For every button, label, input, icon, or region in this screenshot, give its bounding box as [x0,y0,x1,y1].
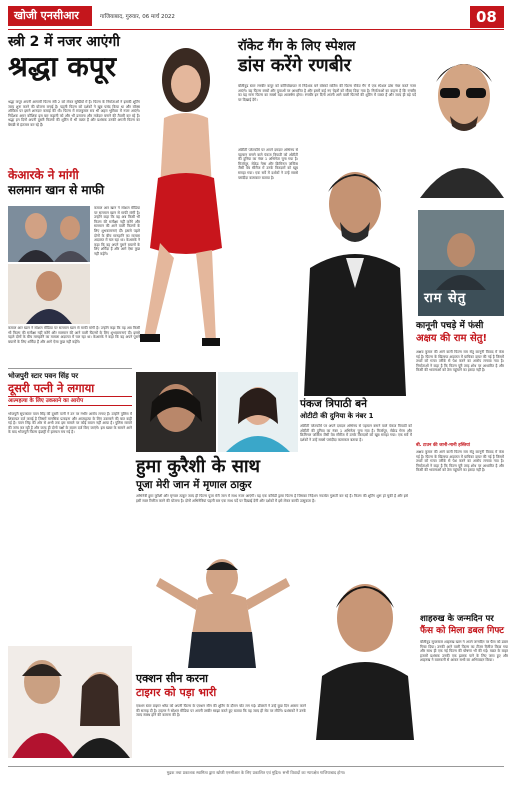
srk-body: बॉलीवुड सुपरस्टार शाहरुख खान ने अपने जन्मदिन पर फैंस को डबल गिफ्ट दिया। उनकी आने वाली फिल्म का टीजर रिलीज किया गया और साथ ही एक नई फिल्म की घोषणा भी की गई। मन्नत के बाहर हजारों प्रशंसक उनकी एक झलक पाने के लिए जमा हुए और शाहरुख ने बालकनी से आकर सभी का अभिवादन किया। [420,640,508,663]
krk-body: कमाल आर खान ने सोशल मीडिया पर सलमान खान से माफी मांगी है। उन्होंने कहा कि वह अब किसी भी फिल्म की समीक्षा नहीं करेंगे और सलमान की आने वाली फिल्मों के लिए शुभकामनाएं दीं। इससे पहले दोनों के बीच मानहानि का मामला अदालत में चल रहा था। केआरके ने कहा कि वह अपने पुराने बयानों के लिए शर्मिंदा हैं और आगे ऐसा कुछ नहीं कहेंगे। [94,206,140,256]
ramsetu-body-continued: अक्षय कुमार की आने वाली फिल्म राम सेतु कानूनी विवाद में फंस गई है। फिल्म के खिलाफ अदालत में याचिका दायर की गई है जिसमें तथ्यों को गलत तरीके से पेश करने का आरोप लगाया गया है। निर्माताओं ने कहा है कि फिल्म पूरी तरह शोध पर आधारित है और किसी की भावनाओं को ठेस पहुंचाने का इरादा नहीं है। [416,450,504,473]
krk-headline-line1: केआरके ने मांगी [8,168,79,182]
ranbir-headline [238,38,408,77]
ranbir-body: बॉलीवुड स्टार रणबीर कपूर को कोरियोग्राफर से निर्देशक बने बोस्को मार्टिस की फिल्म रॉकेट गैंग में एक स्पेशल डांस नंबर करते नजर आएंगे। यह फिल्म बच्चों और युवाओं पर आधारित है और इसमें कई नए चेहरों को मौका दिया गया है। निर्माताओं का कहना है कि रणबीर का यह गाना फिल्म का सबसे बड़ा आकर्षण होगा। रणबीर इन दिनों अपनी आने वाली फिल्मों की शूटिंग में व्यस्त हैं और जल्द ही बड़े पर्दे पर दिखाई देंगे। [238,84,416,102]
masthead-dateline: गाजियाबाद, गुरुवार, 06 मार्च 2022 [100,14,175,20]
shraddha-photo [140,38,232,358]
krk-headline [8,168,148,198]
huma-headline-line2: पूजा मेरी जान में मृणाल ठाकुर [136,479,252,491]
srk-headline-line2: फैंस को मिला डबल गिफ्ट [420,626,504,636]
shraddha-headline-line1: स्त्री 2 में नजर आएंगी [8,34,120,50]
shraddha-headline-line2: श्रद्धा कपूर [8,50,117,83]
bhojpuri-headline [8,372,132,406]
ranbir-photo [420,38,504,198]
ramsetu-headline [416,320,508,345]
tiger-photo [136,548,308,668]
masthead-rule [8,29,504,30]
footer-imprint: मुद्रक तथा प्रकाशक स्वामित्व द्वारा खोजी एनसीआर के लिए प्रकाशित एवं मुद्रित। सभी विवादों का न्यायक्षेत्र गाजियाबाद होगा। [166,770,346,775]
ramsetu-headline-line1: कानूनी पचड़े में फंसी [416,321,484,331]
pankaj-side-body: ओटीटी प्लेटफॉर्म पर अपने दमदार अभिनय से पहचान बनाने वाले पंकज त्रिपाठी को ओटीटी की दुनिया का नंबर 1 अभिनेता चुना गया है। मिर्जापुर, सेक्रेड गेम्स और क्रिमिनल जस्टिस जैसी वेब सीरीज में उनके किरदारों को खूब सराहा गया। एक सर्वे में दर्शकों ने उन्हें सबसे पसंदीदा कलाकार बताया है। [238,148,298,180]
bhojpuri-photo [8,646,132,758]
masthead-logo [8,6,92,26]
tiger-headline-line1: एक्शन सीन करना [136,672,209,685]
masthead [8,6,504,28]
krk-photo [8,206,90,262]
ranbir-headline-line2: डांस करेंगे रणबीर [238,55,351,76]
section-rule-bhojpuri [8,368,132,369]
ramsetu-subhead: बी. टाउन की जानी-मानी हस्तियां [416,443,470,448]
tiger-body: एक्शन स्टार टाइगर श्रॉफ को अपनी फिल्म के एक्शन सीन की शूटिंग के दौरान चोट लग गई। डॉक्टरों ने उन्हें कुछ दिन आराम करने की सलाह दी है। टाइगर ने सोशल मीडिया पर अपनी तस्वीर साझा करते हुए बताया कि वह जल्द ही सेट पर लौटेंगे। प्रशंसकों ने उनके जल्द स्वस्थ होने की कामना की है। [136,704,306,718]
footer-rule [8,766,504,767]
ramsetu-poster [418,210,504,316]
page-number-badge [470,6,504,28]
salman-photo [8,264,90,324]
srk-photo [310,556,420,740]
huma-body: अभिनेत्री हुमा कुरैशी और मृणाल ठाकुर जल्द ही फिल्म पूजा मेरी जान में साथ नजर आएंगी। यह एक कॉमेडी ड्रामा फिल्म है जिसका निर्देशन नवजोत गुलाटी कर रहे हैं। फिल्म की शूटिंग शुरू हो चुकी है और इसे इसी साल रिलीज करने की योजना है। दोनों अभिनेत्रियां पहली बार एक साथ पर्दे पर दिखाई देंगी और दर्शकों में इसे लेकर काफी उत्सुकता है। [136,494,408,503]
pankaj-body: ओटीटी प्लेटफॉर्म पर अपने दमदार अभिनय से पहचान बनाने वाले पंकज त्रिपाठी को ओटीटी की दुनिया का नंबर 1 अभिनेता चुना गया है। मिर्जापुर, सेक्रेड गेम्स और क्रिमिनल जस्टिस जैसी वेब सीरीज में उनके किरदारों को खूब सराहा गया। एक सर्वे में दर्शकों ने उन्हें सबसे पसंदीदा कलाकार बताया है। [300,424,412,442]
krk-body-continued: कमाल आर खान ने सोशल मीडिया पर सलमान खान से माफी मांगी है। उन्होंने कहा कि वह अब किसी भी फिल्म की समीक्षा नहीं करेंगे और सलमान की आने वाली फिल्मों के लिए शुभकामनाएं दीं। इससे पहले दोनों के बीच मानहानि का मामला अदालत में चल रहा था। केआरके ने कहा कि वह अपने पुराने बयानों के लिए शर्मिंदा हैं और आगे ऐसा कुछ नहीं कहेंगे। [8,326,140,344]
tiger-headline [136,672,306,700]
page-number: 08 [476,8,497,26]
huma-photo [136,372,216,452]
ramsetu-headline-line2: अक्षय की राम सेतु! [416,333,488,344]
pankaj-headline-line1: पंकज त्रिपाठी बने [300,398,367,410]
huma-headline [136,456,304,492]
masthead-title: खोजी एनसीआर [14,9,79,22]
pankaj-headline-line2: ओटीटी की दुनिया के नंबर 1 [300,412,374,420]
srk-headline [420,614,508,637]
bhojpuri-body: भोजपुरी सुपरस्टार पवन सिंह की दूसरी पत्नी ने उन पर गंभीर आरोप लगाए हैं। उन्होंने पुलिस में शिकायत दर्ज कराई है जिसमें मानसिक प्रताड़ना और आत्महत्या के लिए उकसाने की बात कही गई है। पवन सिंह की ओर से अभी तक इस मामले पर कोई बयान नहीं आया है। पुलिस मामले की जांच कर रही है और जल्द ही दोनों पक्षों के बयान दर्ज किए जाएंगे। इस खबर के सामने आने के बाद भोजपुरी फिल्म इंडस्ट्री में हलचल मच गई है। [8,412,132,435]
srk-headline-line1: शाहरुख के जन्मदिन पर [420,614,494,624]
pankaj-photo [300,148,410,396]
bhojpuri-headline-line2: दूसरी पत्नी ने लगाया [8,381,95,395]
ramsetu-body: अक्षय कुमार की आने वाली फिल्म राम सेतु कानूनी विवाद में फंस गई है। फिल्म के खिलाफ अदालत में याचिका दायर की गई है जिसमें तथ्यों को गलत तरीके से पेश करने का आरोप लगाया गया है। निर्माताओं ने कहा है कि फिल्म पूरी तरह शोध पर आधारित है और किसी की भावनाओं को ठेस पहुंचाने का इरादा नहीं है। [416,350,504,373]
ranbir-headline-line1: रॉकेट गैंग के लिए स्पेशल [238,39,356,54]
ramsetu-poster-title: राम सेतु [424,291,467,306]
bhojpuri-headline-line1: भोजपुरी स्टार पवन सिंह पर [8,372,79,380]
bhojpuri-tagline: आत्महत्या के लिए उकसाने का आरोप [8,396,132,406]
krk-headline-line2: सलमान खान से माफी [8,183,105,197]
mrunal-photo [218,372,298,452]
huma-headline-line1: हुमा कुरैशी के साथ [136,456,261,477]
shraddha-body: श्रद्धा कपूर अपनी आगामी फिल्म स्त्री 2 को लेकर सुर्खियों में हैं। फिल्म के निर्माताओं ने इसकी शूटिंग जल्द शुरू करने की योजना बनाई है। पहली फिल्म को दर्शकों ने खूब पसंद किया था और बॉक्स ऑफिस पर इसने शानदार कमाई की थी। फिल्म में राजकुमार राव भी अहम भूमिका में नजर आएंगे। निर्देशक अमर कौशिक इस बार कहानी को और भी डरावना और मजेदार बनाने की तैयारी कर रहे हैं। श्रद्धा इन दिनों अपनी दूसरी फिल्मों की शूटिंग में भी व्यस्त हैं और प्रशंसक उनकी अगली फिल्म का बेसब्री से इंतजार कर रहे हैं। [8,100,140,127]
pankaj-headline [300,398,412,421]
tiger-headline-line2: टाइगर को पड़ा भारी [136,686,217,699]
